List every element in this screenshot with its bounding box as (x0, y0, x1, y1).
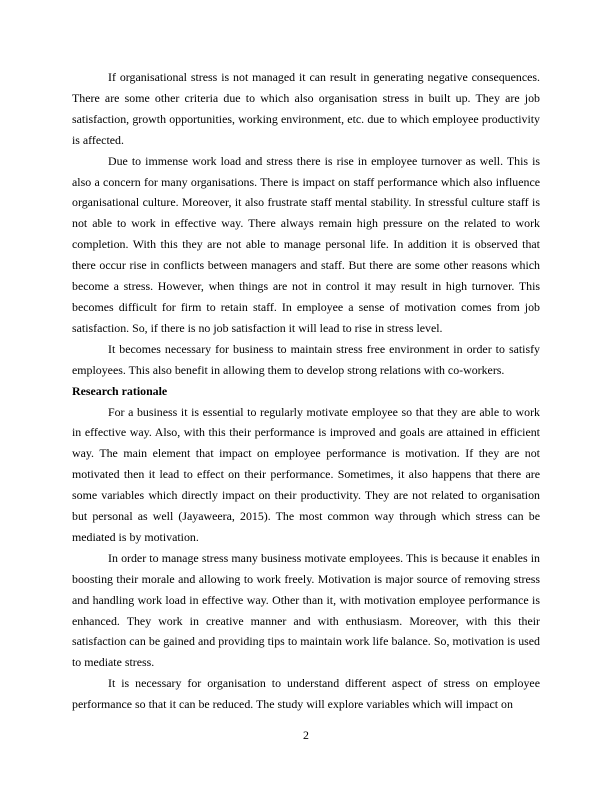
paragraph: If organisational stress is not managed it can result in generating negative consequences. There are some other criteria due to which also organisation stress in built up. They are job satisfaction, growth opportunities, working environment, etc. due to which employee productivity is affected. (72, 70, 540, 147)
paragraph: For a business it is essential to regularly motivate employee so that they are able to work in effective way. Also, with this their performance is improved and goals are attained in efficient way. The main element that impact on employee performance is motivation. If they are not motivated then it lead to effect on their performance. Sometimes, it also happens that there are some variables which directly impact on their productivity. They are not related to organisation but personal as well (Jayaweera, 2015). The most common way through which stress can be mediated is by motivation. (72, 404, 540, 544)
paragraph: Due to immense work load and stress there is rise in employee turnover as well. This is also a concern for many organisations. There is impact on staff performance which also influence organisational culture. Moreover, it also frustrate staff mental stability. In stressful culture staff is not able to work in effective way. There always remain high pressure on the related to work completion. With this they are not able to manage personal life. In addition it is observed that there occur rise in conflicts between managers and staff. But there are some other reasons which become a stress. However, when things are not in control it may result in high turnover. This becomes difficult for firm to retain staff. In employee a sense of motivation comes from job satisfaction. So, if there is no job satisfaction it will lead to rise in stress level. (72, 153, 540, 335)
paragraph: In order to manage stress many business motivate employees. This is because it enables in boosting their morale and allowing to work freely. Motivation is major source of removing stress and handling work load in effective way. Other than it, with motivation employee performance is enhanced. They work in creative manner and with enthusiasm. Moreover, with this their satisfaction can be gained and providing tips to maintain work life balance. So, motivation is used to mediate stress. (72, 550, 540, 670)
page-number: 2 (303, 728, 309, 742)
page-body (72, 67, 540, 715)
paragraph: It becomes necessary for business to maintain stress free environment in order to satisfy employees. This also benefit in allowing them to develop strong relations with co-workers. (72, 341, 540, 377)
section-heading: Research rationale (72, 383, 168, 398)
paragraph: It is necessary for organisation to understand different aspect of stress on employee performance so that it can be reduced. The study will explore variables which will impact on (72, 676, 540, 712)
